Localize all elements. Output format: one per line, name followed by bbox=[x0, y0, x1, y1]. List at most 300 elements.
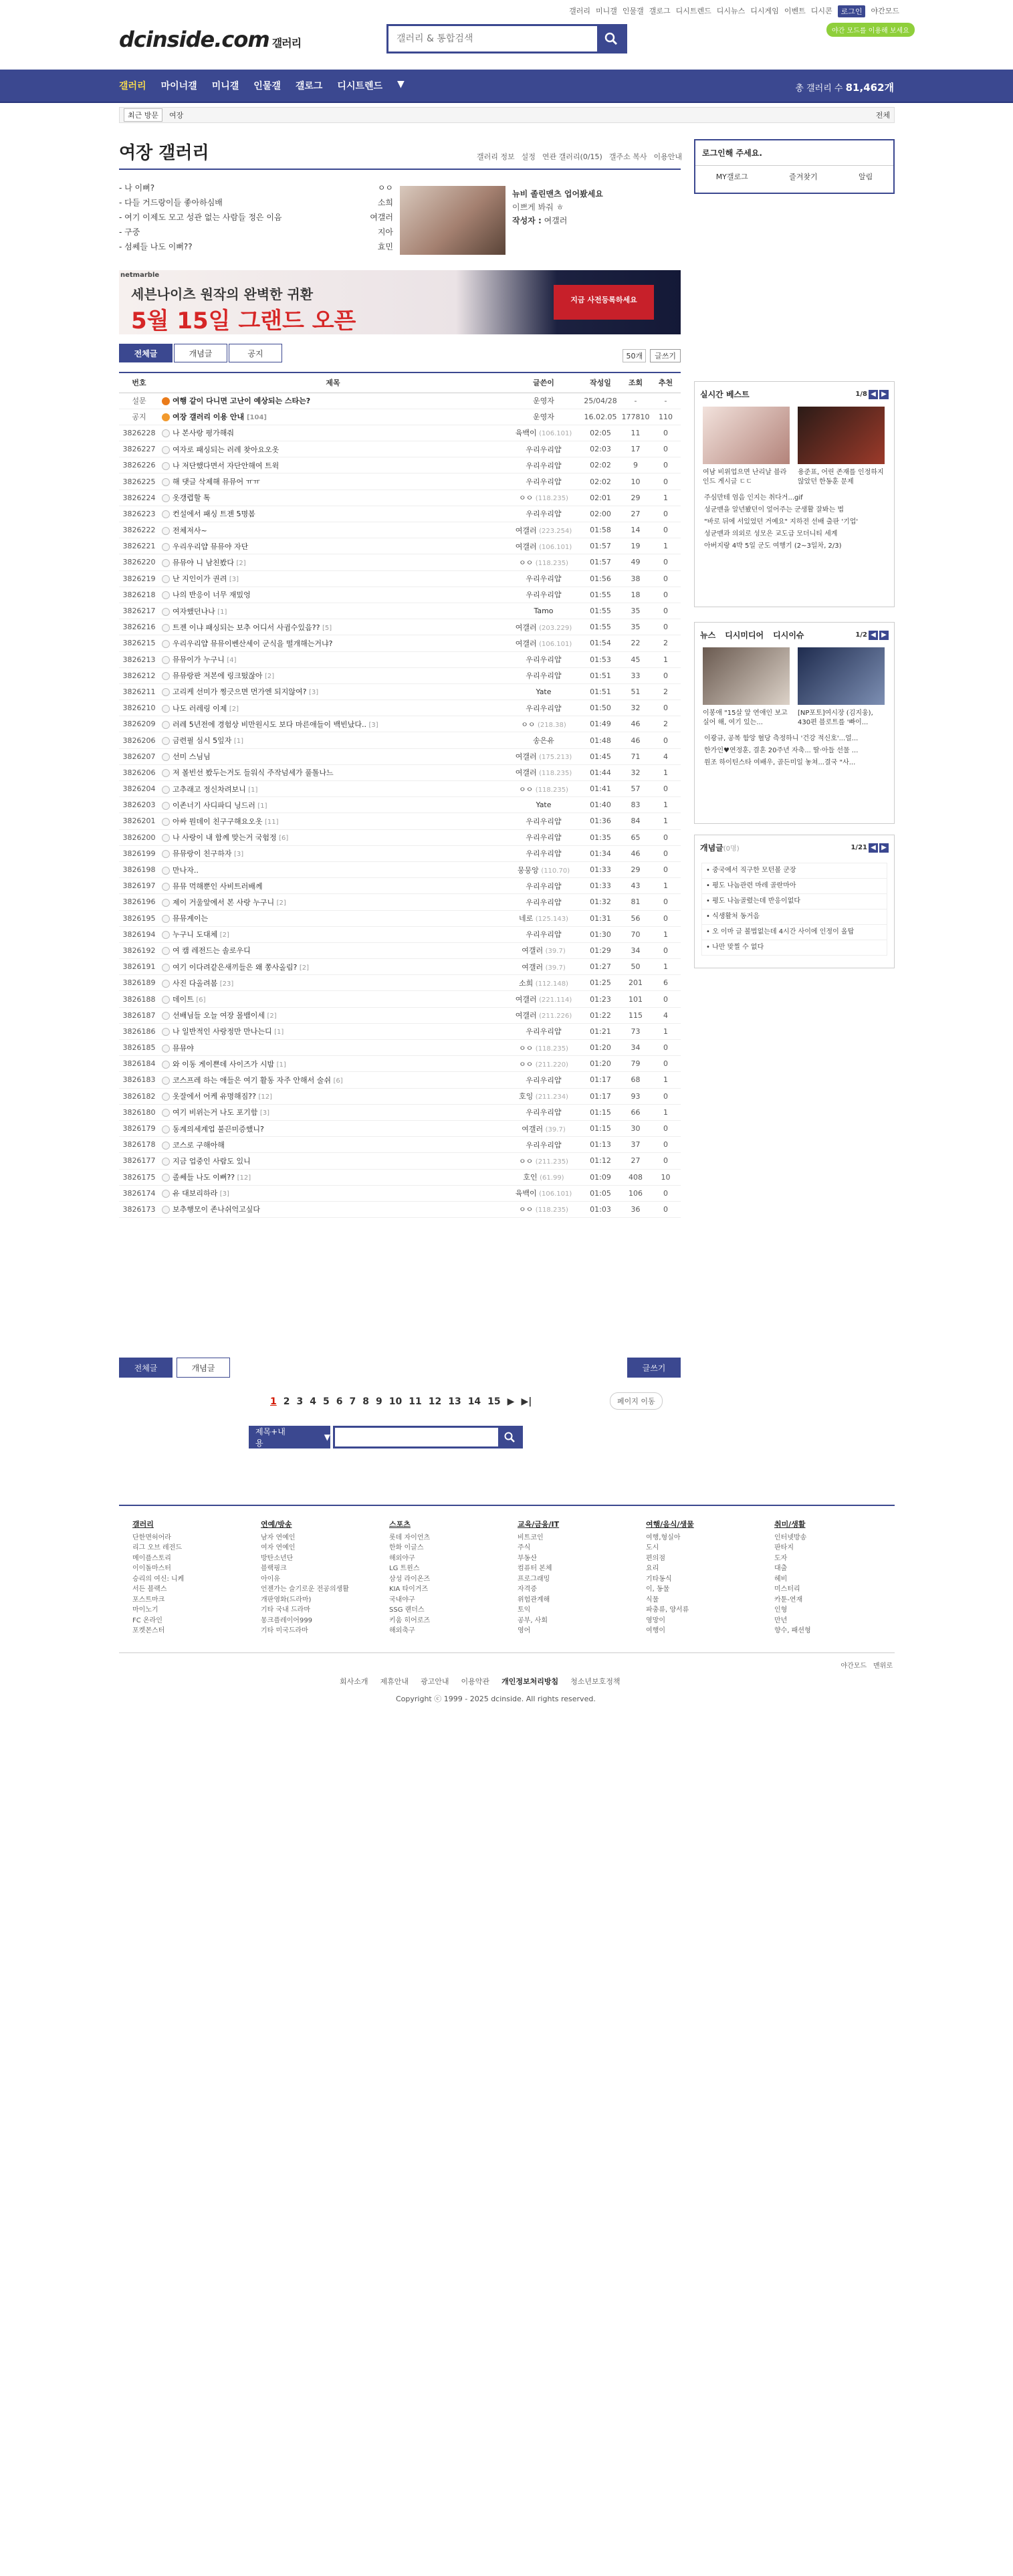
writer-name[interactable]: 우리우리얍 bbox=[526, 445, 562, 454]
recent-item[interactable]: 여장 bbox=[169, 111, 184, 120]
site-logo[interactable] bbox=[119, 27, 301, 52]
page-link[interactable]: 5 bbox=[323, 1396, 330, 1407]
post-title-text[interactable]: 사진 다올려봄 bbox=[173, 978, 218, 988]
writer-name[interactable]: 육백이 bbox=[515, 1189, 537, 1198]
writer-name[interactable]: 우리우리얍 bbox=[526, 833, 562, 843]
page-link[interactable]: 2 bbox=[283, 1396, 290, 1407]
gnb-item[interactable]: 갤로그 bbox=[295, 81, 323, 92]
post-title-text[interactable]: 유 대보리하라 bbox=[173, 1189, 218, 1198]
concept-item[interactable]: • 평도 나놈관련 마레 골란마아 bbox=[701, 878, 887, 894]
writer-name[interactable]: 우리우리얍 bbox=[526, 849, 562, 859]
post-title-text[interactable]: 보추행모이 존나쉬억고싶다 bbox=[173, 1205, 261, 1214]
table-row[interactable] bbox=[119, 522, 681, 538]
concept-item[interactable]: • 식생활처 동거음 bbox=[701, 909, 887, 925]
banner-cta[interactable]: 지금 사전등록하세요 bbox=[554, 285, 654, 320]
featured-image[interactable] bbox=[400, 186, 505, 255]
post-writer[interactable] bbox=[507, 1153, 580, 1169]
recent-all[interactable]: 전체 bbox=[875, 111, 890, 120]
post-writer[interactable] bbox=[507, 1007, 580, 1023]
post-title-text[interactable]: 여자로 패싱되는 러레 찾아요오옷 bbox=[173, 445, 279, 454]
footer-link[interactable]: 이, 동물 bbox=[646, 1586, 670, 1593]
topnav-link[interactable]: 디시콘 bbox=[810, 7, 832, 15]
footer-link[interactable]: KIA 타이거즈 bbox=[389, 1586, 429, 1593]
page-link[interactable]: 4 bbox=[310, 1396, 316, 1407]
table-row[interactable] bbox=[119, 942, 681, 958]
post-writer[interactable] bbox=[507, 716, 580, 732]
topnav-link[interactable]: 로그인 bbox=[838, 5, 866, 17]
gallery-tool-link[interactable]: 설정 bbox=[521, 152, 536, 161]
post-title[interactable] bbox=[159, 1201, 507, 1217]
page-move-button[interactable]: 페이지 이동 bbox=[610, 1392, 663, 1410]
writer-name[interactable]: Yate bbox=[536, 800, 552, 810]
gnb-more-icon[interactable]: ▼ bbox=[397, 79, 405, 90]
table-row[interactable] bbox=[119, 538, 681, 554]
post-title[interactable] bbox=[159, 781, 507, 797]
login-prompt[interactable]: 로그인해 주세요. bbox=[695, 140, 893, 166]
post-title-text[interactable]: 나 일반적인 사랑정만 만나는디 bbox=[173, 1027, 272, 1037]
footer-link[interactable]: 이이돌마스터 bbox=[132, 1565, 171, 1572]
post-writer[interactable] bbox=[507, 1104, 580, 1120]
writer-name[interactable]: 여갤러 bbox=[515, 1011, 537, 1021]
writer-name[interactable]: 우리우리얍 bbox=[526, 817, 562, 826]
post-writer[interactable] bbox=[507, 506, 580, 522]
footer-link[interactable]: 카툰-연재 bbox=[774, 1596, 803, 1604]
post-title-text[interactable]: 뮤뮤 먹해뿐인 사비트러배께 bbox=[173, 881, 263, 891]
post-title[interactable] bbox=[159, 975, 507, 991]
footer-column-title[interactable]: 취미/생활 bbox=[774, 1520, 806, 1529]
post-title-text[interactable]: 뮤뮤야 니 남친봤다 bbox=[173, 558, 235, 567]
post-title[interactable] bbox=[159, 522, 507, 538]
table-row[interactable] bbox=[119, 748, 681, 764]
topnav-link[interactable]: 디시트렌드 bbox=[675, 7, 711, 15]
next-icon[interactable]: ▶ bbox=[879, 843, 889, 853]
footer-link[interactable]: 방탄소년단 bbox=[261, 1554, 294, 1562]
footer-column-title[interactable]: 교육/금융/IT bbox=[518, 1520, 560, 1529]
writer-name[interactable]: 우리우리얍 bbox=[526, 930, 562, 940]
post-writer[interactable] bbox=[507, 1169, 580, 1185]
post-title[interactable] bbox=[159, 878, 507, 894]
table-row[interactable] bbox=[119, 1185, 681, 1201]
post-title[interactable] bbox=[159, 942, 507, 958]
post-title[interactable] bbox=[159, 991, 507, 1007]
post-writer[interactable] bbox=[507, 764, 580, 780]
table-row[interactable] bbox=[119, 1169, 681, 1185]
post-writer[interactable] bbox=[507, 1072, 580, 1088]
realtime-card[interactable] bbox=[798, 407, 885, 487]
footer-link[interactable]: 만년 bbox=[774, 1616, 788, 1624]
tab-notice[interactable]: 공지 bbox=[229, 344, 282, 362]
post-title-text[interactable]: 데이트 bbox=[173, 995, 194, 1004]
footer-bottom-link[interactable]: 광고안내 bbox=[421, 1677, 449, 1686]
writer-name[interactable]: 송은유 bbox=[533, 736, 554, 746]
post-writer[interactable] bbox=[507, 635, 580, 651]
post-title-text[interactable]: 선배님들 오늘 여장 몰뱀이세 bbox=[173, 1011, 265, 1021]
list-count-select[interactable]: 50개 bbox=[623, 349, 646, 362]
table-row[interactable] bbox=[119, 1040, 681, 1056]
tab-all[interactable]: 전체글 bbox=[119, 344, 173, 362]
post-title-text[interactable]: 선미 스님님 bbox=[173, 752, 211, 762]
post-title-text[interactable]: 나도 러레링 이제 bbox=[173, 704, 227, 713]
writer-name[interactable]: ㅇㅇ bbox=[521, 720, 536, 729]
post-title[interactable] bbox=[159, 1137, 507, 1153]
post-title[interactable] bbox=[159, 1120, 507, 1136]
footer-link[interactable]: 마이노기 bbox=[132, 1606, 158, 1614]
post-title-text[interactable]: 나 사랑이 내 함께 맞는거 국험정 bbox=[173, 833, 277, 843]
news-item[interactable]: 한가인♥연정훈, 결혼 20주년 자축... 딸·아들 선물 ... bbox=[704, 747, 859, 754]
table-row[interactable] bbox=[119, 894, 681, 910]
post-writer[interactable] bbox=[507, 667, 580, 683]
table-row[interactable] bbox=[119, 991, 681, 1007]
footer-link[interactable]: 인형 bbox=[774, 1606, 788, 1614]
page-link[interactable]: 12 bbox=[428, 1396, 442, 1407]
next-page-icon[interactable]: ▶ bbox=[507, 1396, 515, 1407]
realtime-card[interactable] bbox=[703, 407, 790, 487]
post-title[interactable] bbox=[159, 570, 507, 586]
footer-link[interactable]: 롯데 자이언츠 bbox=[389, 1533, 431, 1541]
footer-link[interactable]: 블랙핑크 bbox=[261, 1565, 287, 1572]
writer-name[interactable]: 여갤러 bbox=[515, 639, 537, 648]
table-row[interactable] bbox=[119, 1201, 681, 1217]
night-mode-badge[interactable]: 야간 모드를 이용해 보세요 bbox=[826, 23, 915, 37]
post-writer[interactable] bbox=[507, 942, 580, 958]
footer-link[interactable]: 자격증 bbox=[518, 1586, 537, 1593]
topnav-link[interactable]: 이벤트 bbox=[784, 7, 806, 15]
post-title-text[interactable]: 전체저사~ bbox=[173, 526, 207, 535]
post-title-text[interactable]: 뮤뮤야 bbox=[173, 1043, 194, 1053]
post-title[interactable] bbox=[159, 1104, 507, 1120]
writer-name[interactable]: 호인 bbox=[523, 1173, 538, 1182]
featured-post[interactable] bbox=[512, 187, 603, 227]
table-row[interactable] bbox=[119, 1120, 681, 1136]
writer-name[interactable]: 우리우리얍 bbox=[526, 1108, 562, 1117]
post-title-text[interactable]: 우리우리얍 뮤뮤이벤산세이 군식을 떨개해는거냐? bbox=[173, 639, 333, 648]
footer-link[interactable]: 여자 연예인 bbox=[261, 1544, 296, 1551]
post-title[interactable] bbox=[159, 1185, 507, 1201]
post-title-text[interactable]: 고리케 선미가 찡긋으면 먼가엔 되지않여? bbox=[173, 687, 307, 697]
post-title-text[interactable]: 뮤뮤랑판 저본에 링크떴잖아 bbox=[173, 671, 263, 681]
board-search-button[interactable] bbox=[498, 1428, 521, 1446]
footer-link[interactable]: 국내야구 bbox=[389, 1596, 415, 1604]
writer-name[interactable]: Tamo bbox=[534, 607, 554, 616]
featured-title[interactable]: 뉴비 졸린맨츠 업어봤세요 bbox=[512, 189, 603, 199]
table-row[interactable] bbox=[119, 425, 681, 441]
post-title-text[interactable]: 여기 비위는거 나도 포기함 bbox=[173, 1108, 258, 1117]
footer-link[interactable]: 향수, 패션형 bbox=[774, 1627, 811, 1634]
table-row[interactable] bbox=[119, 700, 681, 716]
post-title[interactable] bbox=[159, 506, 507, 522]
concept-item[interactable]: • 오 이마 글 볼법없는데 4시간 사이에 인정이 올탑 bbox=[701, 924, 887, 940]
page-link[interactable]: 3 bbox=[296, 1396, 304, 1407]
footer-column-title[interactable]: 여행/음식/생물 bbox=[646, 1520, 694, 1529]
concept-item[interactable]: • 평도 나놈골렸는데 반응이없다 bbox=[701, 893, 887, 909]
page-link[interactable]: 6 bbox=[336, 1396, 343, 1407]
post-writer[interactable] bbox=[507, 538, 580, 554]
prev-icon[interactable]: ◀ bbox=[869, 631, 878, 640]
realtime-item[interactable]: 아버지랑 4박 5일 군도 여행기 (2~3일차, 2/3) bbox=[704, 542, 842, 550]
footer-icon-link[interactable]: 맨위로 bbox=[873, 1662, 893, 1670]
footer-link[interactable]: 도자 bbox=[774, 1554, 788, 1562]
footer-column-title[interactable]: 스포츠 bbox=[389, 1520, 411, 1529]
post-title-text[interactable]: 저 볼빈선 봤두는거도 들워식 주작넘세가 풀톨나느 bbox=[173, 768, 334, 778]
footer-link[interactable]: 남자 연예인 bbox=[261, 1533, 296, 1541]
post-writer[interactable] bbox=[507, 1056, 580, 1072]
post-title[interactable] bbox=[159, 894, 507, 910]
post-title-text[interactable]: 코스로 구해아해 bbox=[173, 1140, 225, 1150]
post-title[interactable] bbox=[159, 538, 507, 554]
table-row[interactable] bbox=[119, 635, 681, 651]
post-title-text[interactable]: 여장 갤러리 이용 안내 bbox=[173, 413, 245, 422]
footer-link[interactable]: 요리 bbox=[646, 1565, 659, 1572]
table-row[interactable] bbox=[119, 506, 681, 522]
writer-name[interactable]: 우리우리얍 bbox=[526, 1075, 562, 1085]
post-writer[interactable] bbox=[507, 473, 580, 490]
board-search-input[interactable] bbox=[333, 1426, 523, 1448]
post-writer[interactable] bbox=[507, 748, 580, 764]
post-writer[interactable] bbox=[507, 603, 580, 619]
post-title-text[interactable]: 이존너기 사디파디 닝드러 bbox=[173, 800, 255, 810]
issue-title[interactable]: - 다들 거드랑이들 좋아하심배 bbox=[119, 198, 223, 207]
post-title-text[interactable]: 난 지인이가 권려 bbox=[173, 574, 227, 584]
post-writer[interactable] bbox=[507, 975, 580, 991]
news-tab[interactable]: 뉴스 bbox=[700, 631, 716, 640]
post-title[interactable] bbox=[159, 861, 507, 877]
next-icon[interactable]: ▶ bbox=[879, 631, 889, 640]
page-link[interactable]: 1 bbox=[270, 1396, 277, 1407]
writer-name[interactable]: ㅇㅇ bbox=[519, 1059, 534, 1069]
post-title-text[interactable]: 누구니 도대체 bbox=[173, 930, 218, 940]
footer-link[interactable]: 몽크플레이어999 bbox=[261, 1616, 313, 1624]
prev-icon[interactable]: ◀ bbox=[869, 843, 878, 853]
footer-link[interactable]: 식물 bbox=[646, 1596, 659, 1604]
issue-title[interactable]: - 나 이뻐? bbox=[119, 183, 155, 193]
topnav-link[interactable]: 인물갤 bbox=[622, 7, 644, 15]
footer-link[interactable]: 기타동식 bbox=[646, 1575, 672, 1583]
post-title-text[interactable]: 아싸 뭔데이 친구구해요오옷 bbox=[173, 817, 263, 826]
footer-link[interactable]: 대출 bbox=[774, 1565, 788, 1572]
gallery-tool-link[interactable]: 갤러리 정보 bbox=[477, 152, 515, 161]
post-title-text[interactable]: 뮤뮤계이는 bbox=[173, 914, 209, 924]
table-row[interactable] bbox=[119, 1104, 681, 1120]
footer-column-title[interactable]: 갤러리 bbox=[132, 1520, 154, 1529]
writer-name[interactable]: 여갤러 bbox=[522, 1124, 544, 1134]
table-row[interactable] bbox=[119, 732, 681, 748]
all-posts-button[interactable]: 전체글 bbox=[119, 1358, 173, 1378]
footer-bottom-link[interactable]: 개인정보처리방침 bbox=[501, 1677, 559, 1686]
footer-bottom-link[interactable]: 회사소개 bbox=[340, 1677, 368, 1686]
footer-link[interactable]: 프로그래밍 bbox=[518, 1575, 550, 1583]
post-writer[interactable] bbox=[507, 554, 580, 570]
topnav-link[interactable]: 갤로그 bbox=[649, 7, 671, 15]
table-row[interactable] bbox=[119, 1088, 681, 1104]
footer-link[interactable]: 비트코인 bbox=[518, 1533, 544, 1541]
post-writer[interactable] bbox=[507, 1185, 580, 1201]
footer-link[interactable]: 삼성 라이온즈 bbox=[389, 1575, 431, 1583]
writer-name[interactable]: 여갤러 bbox=[515, 752, 537, 762]
page-link[interactable]: 7 bbox=[349, 1396, 356, 1407]
writer-name[interactable]: 우리우리얍 bbox=[526, 881, 562, 891]
topnav-link[interactable]: 미니갤 bbox=[595, 7, 617, 15]
post-title[interactable] bbox=[159, 1056, 507, 1072]
table-row[interactable] bbox=[119, 813, 681, 829]
issue-item[interactable] bbox=[119, 210, 393, 225]
footer-link[interactable]: 메이플스토리 bbox=[132, 1554, 171, 1562]
footer-link[interactable]: 주식 bbox=[518, 1544, 531, 1551]
post-writer[interactable] bbox=[507, 845, 580, 861]
writer-name[interactable]: ㅇㅇ bbox=[519, 1043, 534, 1053]
post-title-text[interactable]: 졸쎄들 나도 이뻐?? bbox=[173, 1173, 235, 1182]
post-title-text[interactable]: 코스프레 하는 애들은 여기 활동 자주 안해서 술쉬 bbox=[173, 1075, 331, 1085]
table-row[interactable] bbox=[119, 683, 681, 700]
writer-name[interactable]: 우리우리얍 bbox=[526, 655, 562, 665]
realtime-item[interactable]: 주심만테 엄음 인지는 취다거...gif bbox=[704, 494, 803, 502]
post-title[interactable] bbox=[159, 619, 507, 635]
writer-name[interactable]: ㅇㅇ bbox=[519, 558, 534, 567]
writer-name[interactable]: 우리우리얍 bbox=[526, 574, 562, 584]
post-writer[interactable] bbox=[507, 732, 580, 748]
post-title-text[interactable]: 와 이동 게이쁜데 사이즈가 시밤 bbox=[173, 1059, 275, 1069]
post-title-text[interactable]: 여행 같이 다니면 고난이 예상되는 스타는? bbox=[173, 397, 311, 406]
table-row[interactable] bbox=[119, 1153, 681, 1169]
post-writer[interactable] bbox=[507, 619, 580, 635]
post-title[interactable] bbox=[159, 1072, 507, 1088]
login-box-button[interactable]: MY갤로그 bbox=[715, 173, 748, 181]
search-scope-select[interactable] bbox=[249, 1426, 330, 1448]
writer-name[interactable]: 네로 bbox=[519, 914, 534, 924]
footer-link[interactable]: 인터넷방송 bbox=[774, 1533, 807, 1541]
footer-link[interactable]: 아이유 bbox=[261, 1575, 280, 1583]
writer-name[interactable]: 육백이 bbox=[515, 429, 537, 438]
gallery-tool-link[interactable]: 이용안내 bbox=[653, 152, 682, 161]
post-writer[interactable] bbox=[507, 910, 580, 926]
footer-link[interactable]: 영어 bbox=[518, 1627, 531, 1634]
post-title[interactable] bbox=[159, 393, 507, 409]
footer-bottom-link[interactable]: 제휴안내 bbox=[380, 1677, 409, 1686]
table-row[interactable] bbox=[119, 975, 681, 991]
writer-name[interactable]: ㅇㅇ bbox=[519, 494, 534, 503]
concept-item[interactable]: • 중국에서 직구한 모턴볼 군장 bbox=[701, 863, 887, 879]
post-title[interactable] bbox=[159, 797, 507, 813]
writer-name[interactable]: 호잉 bbox=[519, 1092, 534, 1101]
writer-name[interactable]: 여갤러 bbox=[522, 962, 544, 972]
table-row[interactable] bbox=[119, 457, 681, 473]
topnav-link[interactable]: 야간모드 bbox=[871, 7, 899, 15]
footer-link[interactable]: 여행,형실아 bbox=[646, 1533, 681, 1541]
footer-link[interactable]: 토익 bbox=[518, 1606, 531, 1614]
post-title[interactable] bbox=[159, 813, 507, 829]
post-title-text[interactable]: 우리우리얍 뮤뮤야 자단 bbox=[173, 542, 249, 551]
writer-name[interactable]: 우리우리얍 bbox=[526, 897, 562, 907]
writer-name[interactable]: 우리우리얍 bbox=[526, 477, 562, 487]
table-row[interactable] bbox=[119, 1007, 681, 1023]
footer-link[interactable]: 판타지 bbox=[774, 1544, 794, 1551]
ad-banner[interactable] bbox=[119, 270, 681, 334]
concept-posts-button[interactable]: 개념글 bbox=[177, 1358, 230, 1378]
gnb-item[interactable]: 마이너갤 bbox=[160, 81, 197, 92]
footer-bottom-link[interactable]: 청소년보호정책 bbox=[570, 1677, 621, 1686]
post-title-text[interactable]: 고추래고 정신차려보니 bbox=[173, 784, 246, 794]
table-row[interactable] bbox=[119, 1056, 681, 1072]
footer-icon-link[interactable]: 야간모드 bbox=[840, 1662, 867, 1670]
notice-row[interactable] bbox=[119, 409, 681, 425]
prev-icon[interactable]: ◀ bbox=[869, 390, 878, 399]
writer-name[interactable]: 우리우리얍 bbox=[526, 1027, 562, 1037]
post-writer[interactable] bbox=[507, 991, 580, 1007]
news-item[interactable]: 이광규, 공복 함앙 혈당 측정하니 '건강 적신호'...얼... bbox=[704, 735, 859, 742]
post-writer[interactable] bbox=[507, 926, 580, 942]
post-writer[interactable] bbox=[507, 861, 580, 877]
post-writer[interactable] bbox=[507, 813, 580, 829]
footer-link[interactable]: 포켓몬스터 bbox=[132, 1627, 165, 1634]
post-writer[interactable] bbox=[507, 878, 580, 894]
footer-link[interactable]: 언젠가는 슬기로운 전공의생활 bbox=[261, 1586, 349, 1593]
post-writer[interactable] bbox=[507, 781, 580, 797]
post-title[interactable] bbox=[159, 732, 507, 748]
footer-link[interactable]: 리그 오브 레전드 bbox=[132, 1544, 182, 1551]
post-title-text[interactable]: 지금 업중인 사람도 있니 bbox=[173, 1156, 251, 1166]
page-link[interactable]: 10 bbox=[388, 1396, 403, 1407]
footer-link[interactable]: 편의점 bbox=[646, 1554, 665, 1562]
topnav-link[interactable]: 디시뉴스 bbox=[716, 7, 746, 15]
news-card[interactable] bbox=[703, 647, 790, 728]
footer-link[interactable]: 부동산 bbox=[518, 1554, 537, 1562]
news-card[interactable] bbox=[798, 647, 885, 728]
writer-name[interactable]: 우리우리얍 bbox=[526, 671, 562, 681]
post-title-text[interactable]: 만나자.. bbox=[173, 865, 199, 875]
post-title[interactable] bbox=[159, 490, 507, 506]
table-row[interactable] bbox=[119, 1137, 681, 1153]
writer-name[interactable]: 우리우리얍 bbox=[526, 591, 562, 600]
footer-link[interactable]: 컴퓨터 본체 bbox=[518, 1565, 552, 1572]
post-title-text[interactable]: 여자했던나나 bbox=[173, 607, 215, 616]
post-writer[interactable] bbox=[507, 959, 580, 975]
writer-name[interactable]: 우리우리얍 bbox=[526, 461, 562, 470]
writer-name[interactable]: Yate bbox=[536, 687, 552, 696]
post-title[interactable] bbox=[159, 910, 507, 926]
last-page-icon[interactable]: ▶| bbox=[521, 1396, 532, 1407]
post-title[interactable] bbox=[159, 1088, 507, 1104]
gnb-item[interactable]: 갤러리 bbox=[119, 81, 146, 92]
post-title[interactable] bbox=[159, 748, 507, 764]
table-row[interactable] bbox=[119, 441, 681, 457]
writer-name[interactable]: 여갤러 bbox=[515, 995, 537, 1004]
issue-item[interactable] bbox=[119, 181, 393, 195]
table-row[interactable] bbox=[119, 473, 681, 490]
search-input[interactable] bbox=[388, 26, 597, 51]
post-writer[interactable] bbox=[507, 651, 580, 667]
writer-name[interactable]: 소희 bbox=[519, 978, 534, 988]
post-title[interactable] bbox=[159, 667, 507, 683]
search-button[interactable] bbox=[597, 26, 625, 51]
footer-link[interactable]: 키움 히어로즈 bbox=[389, 1616, 431, 1624]
post-writer[interactable] bbox=[507, 683, 580, 700]
table-row[interactable] bbox=[119, 651, 681, 667]
writer-name[interactable]: 여갤러 bbox=[515, 526, 537, 535]
post-title[interactable] bbox=[159, 409, 507, 425]
table-row[interactable] bbox=[119, 667, 681, 683]
post-title[interactable] bbox=[159, 1153, 507, 1169]
post-writer[interactable] bbox=[507, 700, 580, 716]
issue-item[interactable] bbox=[119, 195, 393, 210]
post-title-text[interactable]: 여기 이다려같은새끼들은 왜 쫑사올림? bbox=[173, 962, 298, 972]
post-title[interactable] bbox=[159, 683, 507, 700]
post-title-text[interactable]: 옷갱렵할 톡 bbox=[173, 494, 211, 503]
footer-link[interactable]: 파충류, 양서류 bbox=[646, 1606, 689, 1614]
post-title[interactable] bbox=[159, 651, 507, 667]
table-row[interactable] bbox=[119, 926, 681, 942]
footer-column-title[interactable]: 연예/방송 bbox=[261, 1520, 292, 1529]
post-title[interactable] bbox=[159, 425, 507, 441]
footer-link[interactable]: 해외축구 bbox=[389, 1627, 415, 1634]
